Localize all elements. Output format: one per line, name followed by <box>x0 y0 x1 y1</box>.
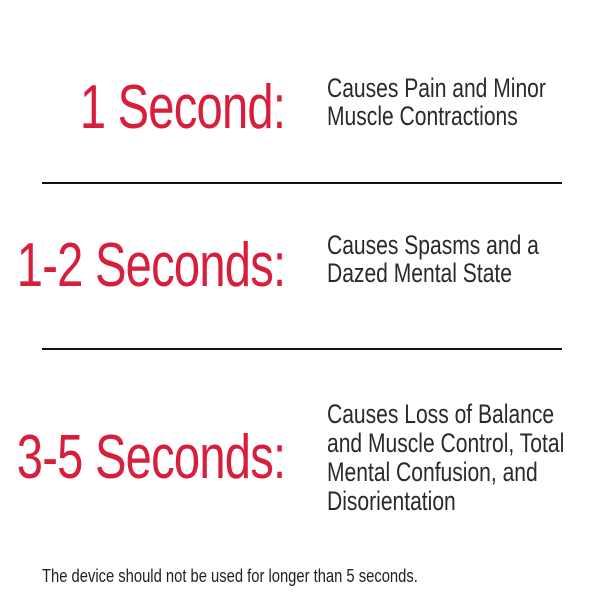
usage-footnote: The device should not be used for longer than 5 seconds. <box>42 566 418 586</box>
duration-label: 1 Second: <box>79 73 285 142</box>
effect-row-1-2-seconds <box>0 224 603 314</box>
duration-label: 1-2 Seconds: <box>16 231 285 300</box>
effect-row-1-second <box>0 70 603 160</box>
effect-description: Causes Loss of Balance and Muscle Control, Total Mental Confusion, and Disorientation <box>327 399 565 516</box>
divider <box>42 182 562 184</box>
effect-description: Causes Spasms and a Dazed Mental State <box>327 230 539 288</box>
effect-row-3-5-seconds <box>0 398 603 538</box>
duration-label: 3-5 Seconds: <box>16 423 285 492</box>
divider <box>42 348 562 350</box>
effect-description: Causes Pain and Minor Muscle Contractions <box>327 73 546 131</box>
